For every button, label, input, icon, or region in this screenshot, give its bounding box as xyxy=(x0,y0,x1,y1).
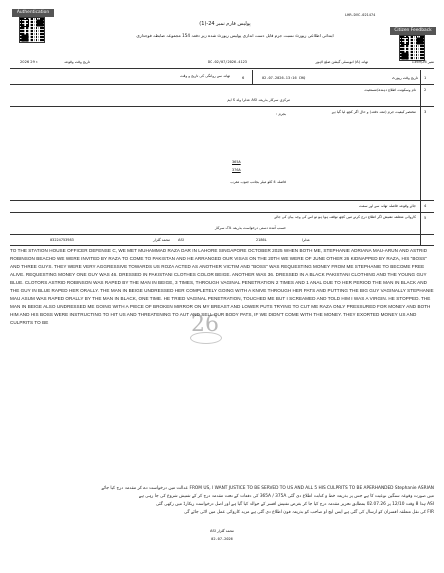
row-4-value: فاصلہ 4 کلو میٹر بجانب جنوب مغرب xyxy=(230,180,286,184)
station-line: تھانہ (A) انویسٹی گیشن ضلع لاہور xyxy=(315,60,368,64)
authentication-qr-icon xyxy=(20,18,44,42)
row-4-label: جائے وقوعہ فاصلہ تھانہ سے اور سمت xyxy=(358,204,416,208)
row-1-label: تاریخ وقت رپورٹ xyxy=(391,76,418,80)
dc-reference: DC-02/07/2026-4123 xyxy=(208,60,247,64)
seal-stamp: 26 xyxy=(191,312,219,337)
citizen-feedback-qr-icon xyxy=(400,36,424,60)
seal-circle-icon xyxy=(190,332,222,344)
row-5-label: کاروائی متعلقہ تفتیش اگر اطلاع درج کرنے میں کچھ توقف ہوا ہو تو اس کی وجہ بیان کی جائے xyxy=(274,215,416,219)
incident-time-label: تاریخ وقت وقوعہ xyxy=(64,60,90,64)
section-376a: 376A xyxy=(232,168,241,172)
report-code: 02-07-2026-13:16 CHQ xyxy=(262,76,306,80)
citizen-feedback-label: Citizen Feedback xyxy=(390,27,436,35)
phone-number: 03224753983 xyxy=(50,238,74,242)
row-6-number: 6 xyxy=(242,76,245,80)
urdu-line-4: FIR کی نقل متعلقہ افسران کو ارسال کی گئی ہے ایس ایچ او صاحب کو بذریعہ فون اطلاع دی گئی ہے مزید کاروائی عمل میں لائی جائے گی xyxy=(183,510,434,515)
complaint-text: TO THE STATION HOUSE OFFICER DEFENSE C, WE MET MUHAMMAD RAZA DAR IN LAHORE SINGAPORE OCTOBER 2025 WHEN BOTH ME, STEPHANIE ADRIANA MAU-ARUN AND ASTRID ROBINSON BEACHD WE WERE INVITED BY RAZA TO COME TO PAKISTAN AND HE ARRANGED OUR VISAS ON THE 20TH WE WERE OF JUNE OTHER 26 KIDNAPPED BY RAZA, HIS "BOSS" AND THREE GUYS. THEY WERE VERY AGGRESSIVE TOWARDS US ROZA ACTED AS ANOTHER VICTIM AND "BOSS" WAS REQUESTING MONEY FROM ME STEPHANIE TO BECOME FREE ALIVE. REQUESTING MONEY ONE GUY WAS 46. DRESSED IN PAKISTANI CLOTHES COLOR BEIGE. ANOTHER WAS 36. DRESSED IN A BLACK PAKISTANI CLOTHING AND THE YOUNG GUY BLUE. CLOTORS ASTRID ROBINSON WAS RAPED BY THE MAN IN BEIGE, 3 TIMES, THROUGH VAGINAL PENETRATION 2 TIMES AND 1 ANAL DUE TO HER PERIOD THE MAN IN BLACK AND THE GUY IN BLUE RAPED HER ORALLY. THE MAN IN BEIGE UNDRESSED HER COMPLETELY GOING WITH A KNIVE THROUGH HER PATS AND PUTTING THE BIG GUY VAGINALLY STEPHANIE MAU ASUM WAS RAPED ORALLY BY THE MAN IN BLACK, ONE TIME. HE TRIED VAGINAL PENETRATION, TOUCHED ME BUT I SCREAMED AND TOLD HIM I WAS A VIRGIN. HE STOPPED. THE MAN IN BEIGE ALSO UNDRESSED ME GOING WITH A PIECE OF BROKEN MIRROR ON MY BREAST AND LOWER PUTS TRYING TO CUT ME RAZA ONLY PRESSURED FOR MONEY AND BOTH HIM AND HIS BOSS WERE INSTRUCTING TO HIT US AND THREATENING TO AUT AND SELL OUR BODY PATS, IF WE DIDN'T COME WITH THE MONEY. THEY EXORTED MONEY US AND CULPRITS TO BE xyxy=(10,248,434,325)
authentication-label: Authentication xyxy=(12,9,54,17)
signature-title: عدلرا xyxy=(301,238,310,242)
row-3-number: 3 xyxy=(424,110,427,114)
footer-date: 02-07-2026 xyxy=(211,537,233,541)
urdu-line-3: ASI ہذا 8 وقت 12/10 پر 02.07.26 بمطابق تحریر مقدمہ درج کیا جا کر بغرض تفتیش افسر کے حوالہ کیا گیا ہے اور اصل درخواست ریکارڈ میں رکھی گئی xyxy=(155,502,434,507)
fir-number: نمبر 1369/26 xyxy=(411,60,434,64)
signature-rank: ASI xyxy=(178,238,184,242)
urdu-line-1: FROM US, I WANT JUSTICE TO BE SERVED TO US AND ALL 5 HIS CULPRITS TO BE APERHANDED Stephanie ASRIAN عدالت میں درخواست دے کر مقدمہ درج کیا جائے xyxy=(101,486,434,491)
row-2-value: مرکزی سرکار بذریعہ ASI عدلرا ولد S ایم xyxy=(227,98,290,102)
row-1-number: 1 xyxy=(424,76,427,80)
incident-date: 2026 ء 29 xyxy=(20,60,38,64)
form-number: LHR-DVC-021474 xyxy=(345,13,376,17)
row-2-label: نام وسکونت اطلاع دہندہ/مستغیث xyxy=(364,88,416,92)
badge-number: 2186L xyxy=(256,238,267,242)
row-6-label: تھانہ سے روانگی کی تاریخ و وقت xyxy=(180,74,230,78)
row-5-value: حسب آمدہ دستی درخواست بذریعہ ڈاک سرکار xyxy=(214,226,286,230)
urdu-line-2: میں صورت وقوعہ سنگین نوعیت کا ہے جس پر بذریعہ خط و کتابت اطلاع دی گئی 365A / 375A کی دفعات کے تحت مقدمہ درج کر کے تفتیش شروع کی جا رہی ہے xyxy=(138,494,434,499)
row-3-label: مختصر کیفیت جرم (معہ دفعہ) و حال اگر کچھ لیا گیا ہے xyxy=(331,110,416,114)
form-subtitle: ابتدائی اطلاعی رپورٹ نسبت جرم قابل دست اندازی پولیس رپورٹ شدہ زیر دفعہ 154 مجموعہ ضابطہ فوجداری xyxy=(136,33,334,38)
form-title: پولیس فارم نمبر 24-(1) xyxy=(199,21,251,27)
row-2-number: 2 xyxy=(424,88,427,92)
footer-signature: ASI محمد گلزار xyxy=(210,529,234,533)
signature-name: محمد گلزار xyxy=(153,238,170,242)
section-365a: 365A xyxy=(232,160,241,164)
row-5-number: 5 xyxy=(424,216,427,220)
row-3-value: بجرم : xyxy=(276,112,286,116)
row-4-number: 4 xyxy=(424,204,427,208)
